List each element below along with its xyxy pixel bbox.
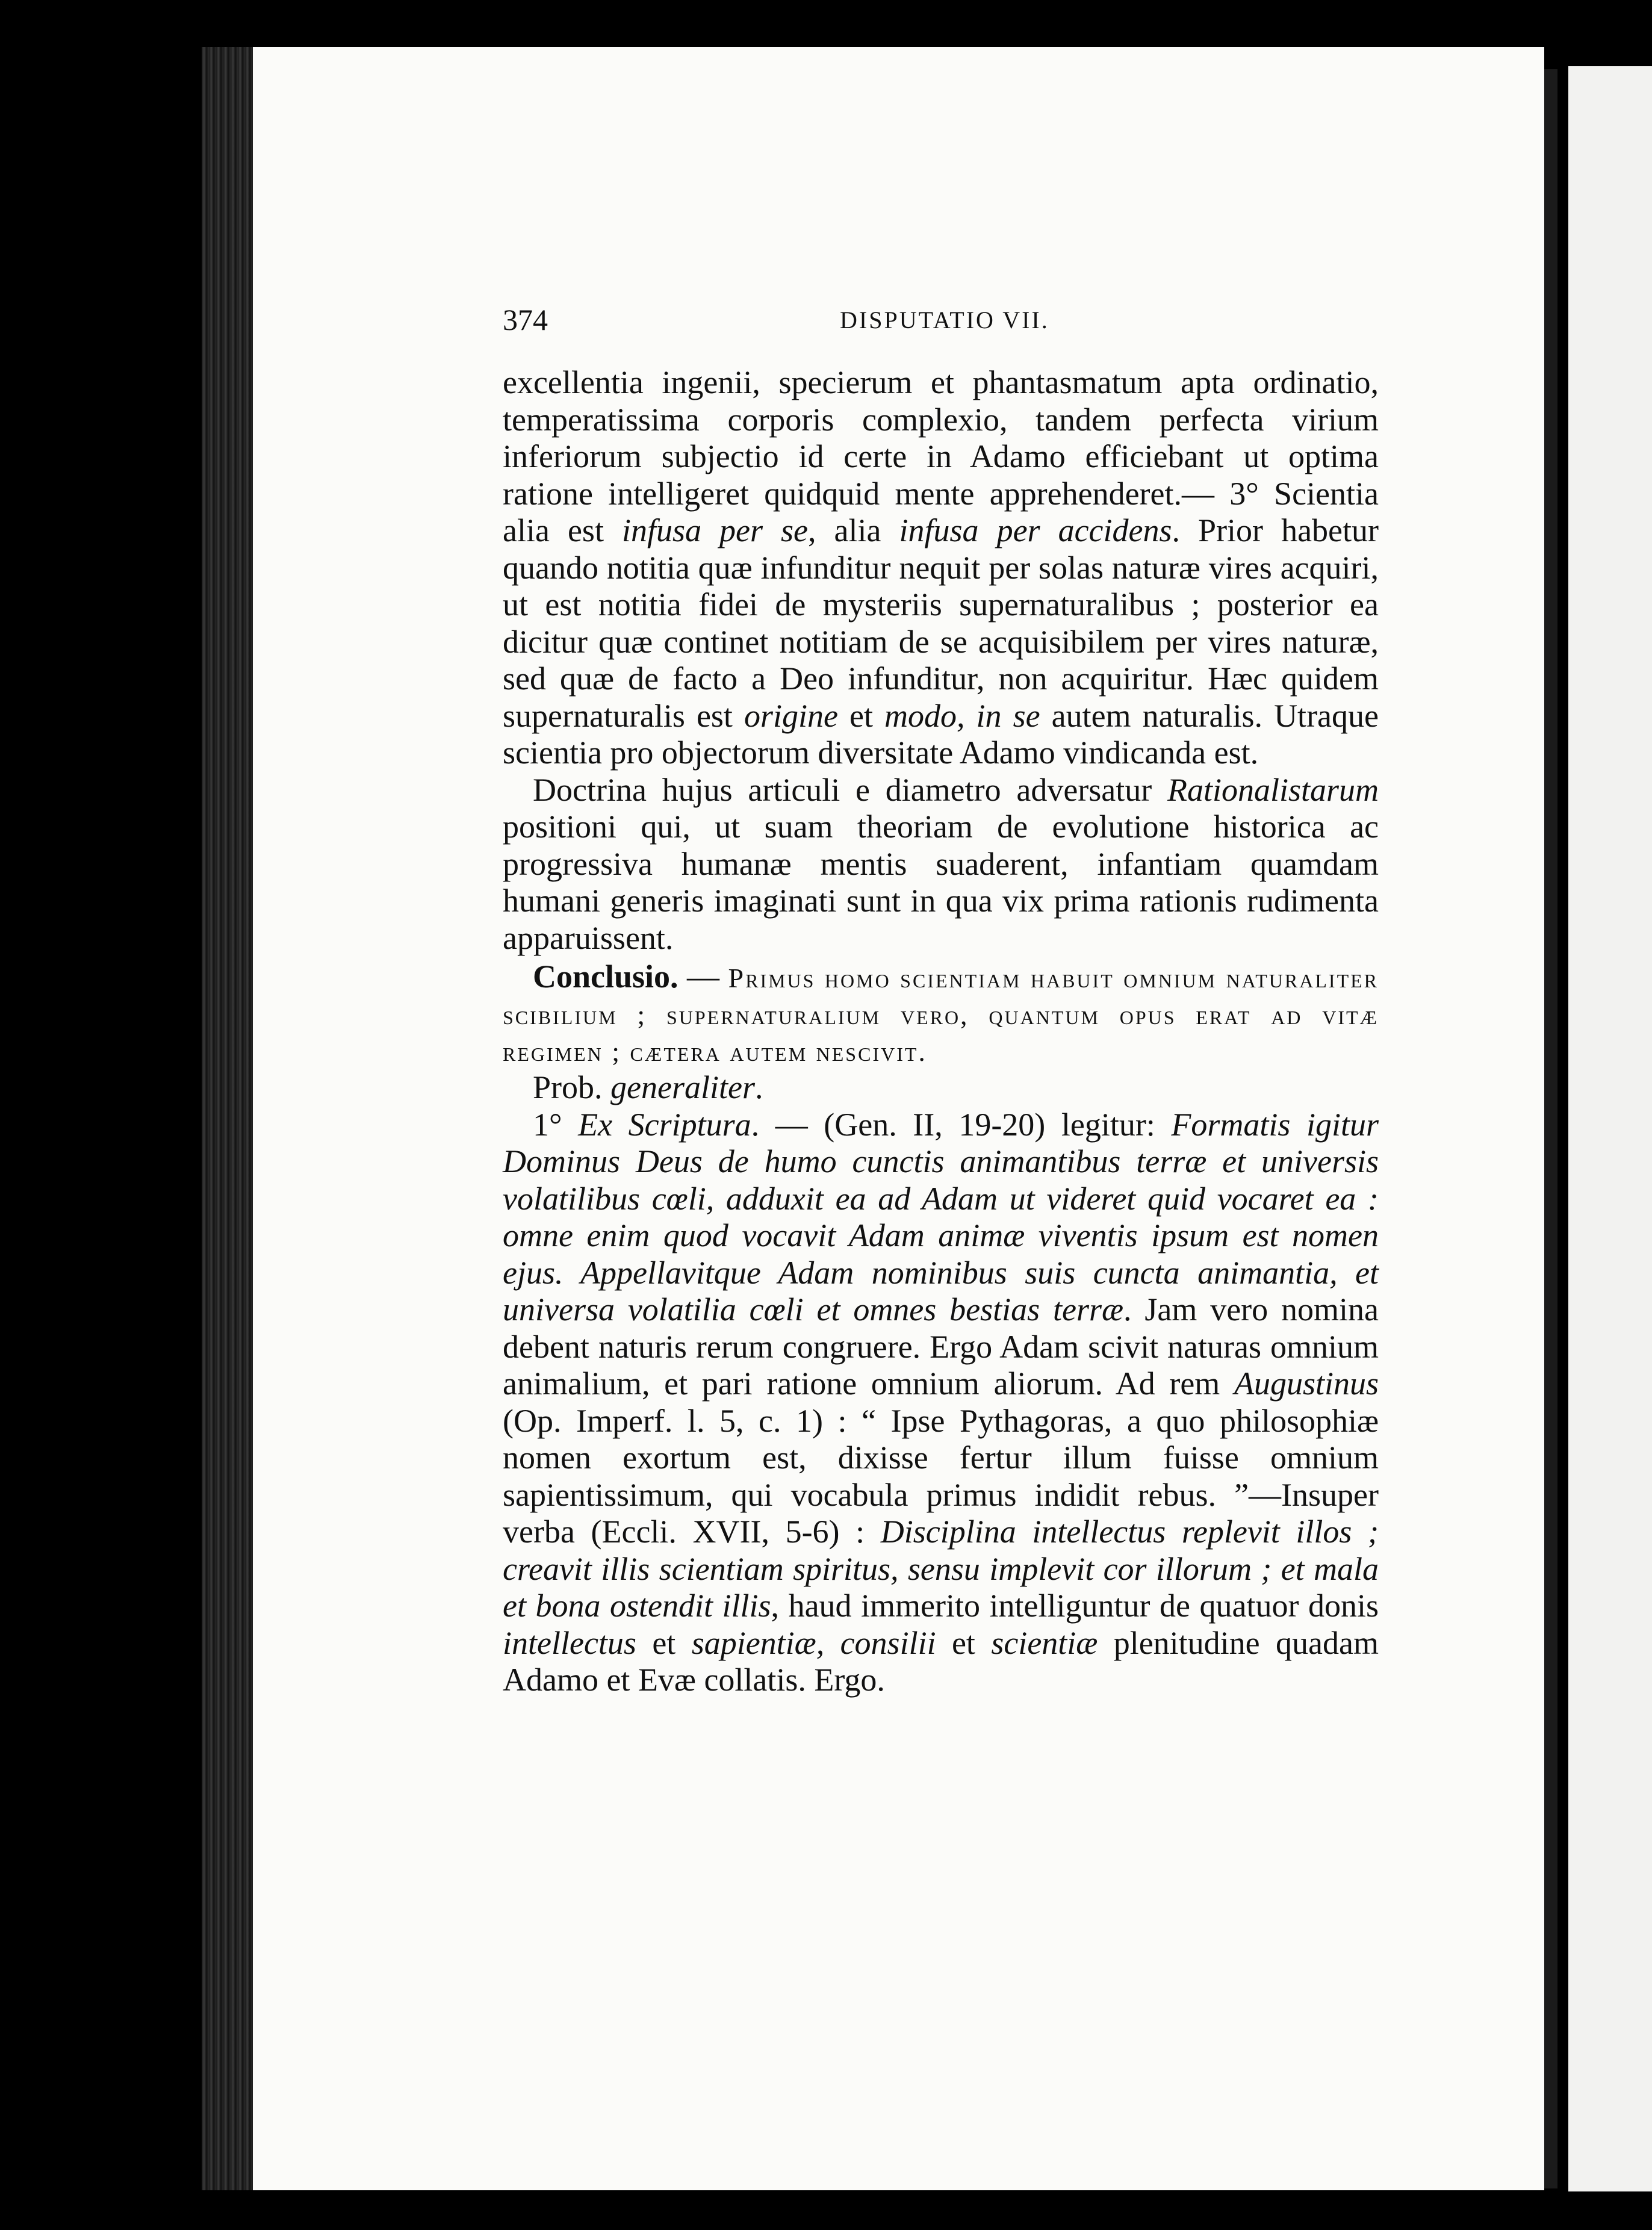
text-run: Prob. (533, 1069, 611, 1105)
italic-run: generaliter (610, 1069, 755, 1105)
facing-page-edge (1568, 66, 1652, 2191)
text-run: positioni qui, ut suam theoriam de evolutione historica ac progressiva humanæ mentis suaderent, infantiam quamdam humani generis imaginati sunt in qua vix prima rationis rudimenta apparuissent. (503, 809, 1379, 956)
text-run: et (636, 1624, 692, 1661)
italic-run: Ex Scriptura (578, 1106, 751, 1143)
text-run: autem naturalis. Utraque scientia pro objectorum diversitate Adamo vindicanda est. (503, 697, 1379, 771)
book-spine-edge (202, 47, 259, 2190)
italic-run: intellectus (503, 1624, 636, 1661)
text-run: et (837, 697, 885, 734)
paragraph-prob (503, 1069, 1379, 1107)
italic-run: Augustinus (1234, 1365, 1379, 1402)
paragraph-doctrina (503, 772, 1379, 957)
body-text (503, 364, 1379, 1699)
text-run: (Op. Imperf. l. 5, c. 1) : “ Ipse Pythagoras, a quo philosophiæ nomen exortum est, dixisse fertur illum fuisse omnium sapientissimum, qui vocabula primus indidit rebus. ”—Insuper verba (Eccli. XVII, 5-6) : (503, 1402, 1379, 1550)
text-run: , alia (808, 512, 899, 548)
text-run: excellentia ingenii, specierum et phantasmatum apta ordinatio, temperatissima corporis complexio, tandem perfecta virium inferiorum subjectio id certe in Adamo efficiebant ut optima ratione intelligeret quidquid mente apprehenderet.— 3° Scientia alia est (503, 364, 1379, 548)
paragraph-scientia (503, 364, 1379, 772)
italic-run: modo, in se (884, 697, 1040, 734)
italic-run: scientiæ (991, 1624, 1098, 1661)
text-run: , haud immerito intelliguntur de quatuor donis (771, 1588, 1379, 1624)
conclusio-text: Primus homo scientiam habuit omnium naturaliter scibilium ; supernaturalium vero, quantum opus erat ad vitæ regimen ; cætera autem nescivit. (503, 963, 1379, 1067)
italic-run: infusa per accidens (899, 512, 1172, 548)
text-run: Doctrina hujus articuli e diametro adversatur (533, 771, 1167, 808)
page-gutter (1544, 69, 1557, 2188)
text-run: et (936, 1624, 992, 1661)
paragraph-scriptura (503, 1107, 1379, 1699)
page-number: 374 (503, 303, 548, 337)
text-run: . — (Gen. II, 19-20) legitur: (751, 1106, 1172, 1143)
italic-run: Rationalistarum (1167, 771, 1379, 808)
italic-run: origine (744, 697, 838, 734)
italic-run: sapientiæ, consilii (691, 1624, 936, 1661)
text-run: 1° (533, 1106, 579, 1143)
italic-run: Formatis igitur Dominus Deus de humo cunctis animantibus terræ et universis volatilibus cœli, adduxit ea ad Adam ut videret quid vocaret ea : omne enim quod vocavit Adam animæ viventis ipsum est nomen ejus. Appellavitque Adam nominibus suis cuncta animantia, et universa volatilia cœli et omnes bestias terræ (503, 1106, 1379, 1328)
running-title: DISPUTATIO VII. (840, 306, 1049, 334)
text-run: . Jam vero nomina debent naturis rerum congruere. Ergo Adam scivit naturas omnium animalium, et pari ratione omnium aliorum. Ad rem (503, 1291, 1379, 1402)
text-run: . Prior habetur quando notitia quæ infunditur nequit per solas naturæ vires acquiri, ut est notitia fidei de mysteriis supernaturalibus ; posterior ea dicitur quæ continet notitiam de se acquisibilem per vires naturæ, sed quæ de facto a Deo infunditur, non acquiritur. Hæc quidem supernaturalis est (503, 512, 1379, 734)
italic-run: infusa per se (621, 512, 809, 548)
text-run: plenitudine quadam Adamo et Evæ collatis. Ergo. (503, 1624, 1379, 1698)
conclusio-statement (503, 959, 1379, 1069)
text-run: . (754, 1069, 763, 1105)
conclusio-heading: Conclusio. (533, 958, 678, 995)
running-head (503, 302, 1379, 344)
italic-run: Disciplina intellectus replevit illos ; creavit illis scientiam spiritus, sensu implevit cor illorum ; et mala et bona ostendit illis (503, 1514, 1379, 1624)
text-run: — (678, 958, 728, 995)
